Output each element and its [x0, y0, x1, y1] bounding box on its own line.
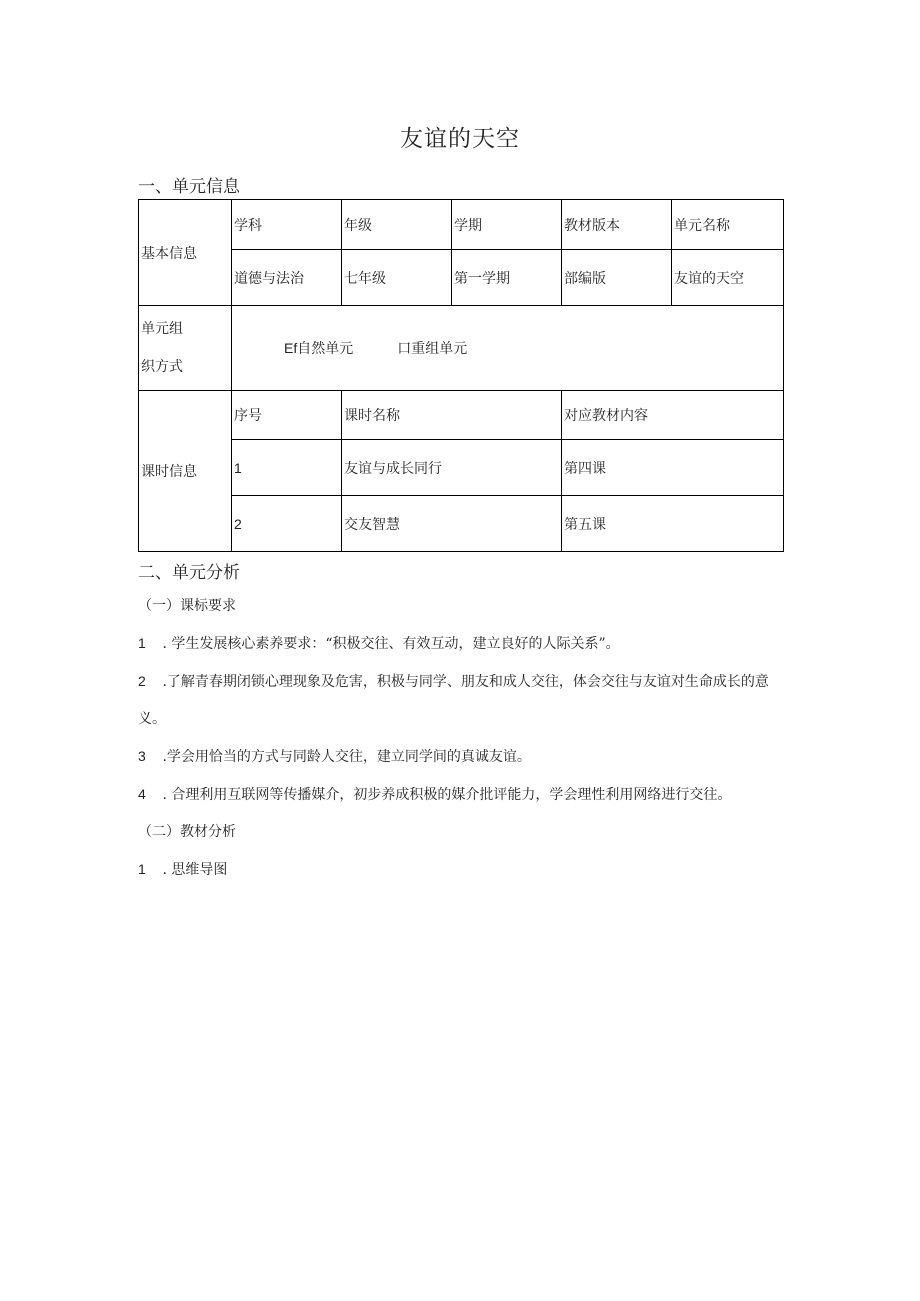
org-label-line2: 织方式 — [141, 359, 183, 375]
value-grade: 七年级 — [342, 250, 452, 306]
header-unit-name: 单元名称 — [672, 200, 784, 250]
org-label — [139, 306, 232, 391]
lesson-1-content: 第四课 — [562, 440, 784, 496]
analysis-body — [138, 588, 788, 889]
subheading-curriculum: （一）课标要求 — [138, 598, 236, 614]
section-heading-unit-analysis: 二、单元分析 — [138, 563, 240, 583]
analysis-item-2: 2 .了解青春期闭锁心理现象及危害，积极与同学、朋友和成人交往，体会交往与友谊对生命成长的意义。 — [138, 673, 769, 727]
header-edition: 教材版本 — [562, 200, 672, 250]
analysis-item-mindmap: 1 . 思维导图 — [138, 861, 228, 878]
value-edition: 部编版 — [562, 250, 672, 306]
lesson-header-content: 对应教材内容 — [562, 391, 784, 440]
org-label-line1: 单元组 — [141, 321, 183, 337]
lesson-1-name: 友谊与成长同行 — [342, 440, 562, 496]
lesson-header-no: 序号 — [232, 391, 342, 440]
lesson-2-name: 交友智慧 — [342, 496, 562, 552]
basic-info-label: 基本信息 — [139, 200, 232, 306]
lesson-1-no: 1 — [232, 440, 342, 496]
subheading-textbook: （二）教材分析 — [138, 824, 236, 840]
header-subject: 学科 — [232, 200, 342, 250]
analysis-item-3: 3 .学会用恰当的方式与同龄人交往，建立同学间的真诚友谊。 — [138, 748, 531, 765]
unit-info-table — [138, 199, 784, 552]
lesson-2-no: 2 — [232, 496, 342, 552]
analysis-item-1: 1 . 学生发展核心素养要求：“积极交往、有效互动，建立良好的人际关系”。 — [138, 635, 620, 652]
section-heading-unit-info: 一、单元信息 — [138, 177, 240, 197]
analysis-item-4: 4 . 合理利用互联网等传播媒介，初步养成积极的媒介批评能力，学会理性利用网络进行交往。 — [138, 786, 732, 803]
org-option-natural[interactable]: Ef自然单元 — [284, 340, 354, 356]
header-term: 学期 — [452, 200, 562, 250]
value-unit-name: 友谊的天空 — [672, 250, 784, 306]
value-subject: 道德与法治 — [232, 250, 342, 306]
org-option-regrouped[interactable]: 口重组单元 — [397, 341, 468, 357]
org-options — [232, 306, 784, 391]
page-title: 友谊的天空 — [400, 126, 520, 152]
lesson-info-label: 课时信息 — [139, 391, 232, 552]
value-term: 第一学期 — [452, 250, 562, 306]
header-grade: 年级 — [342, 200, 452, 250]
lesson-2-content: 第五课 — [562, 496, 784, 552]
lesson-header-name: 课时名称 — [342, 391, 562, 440]
